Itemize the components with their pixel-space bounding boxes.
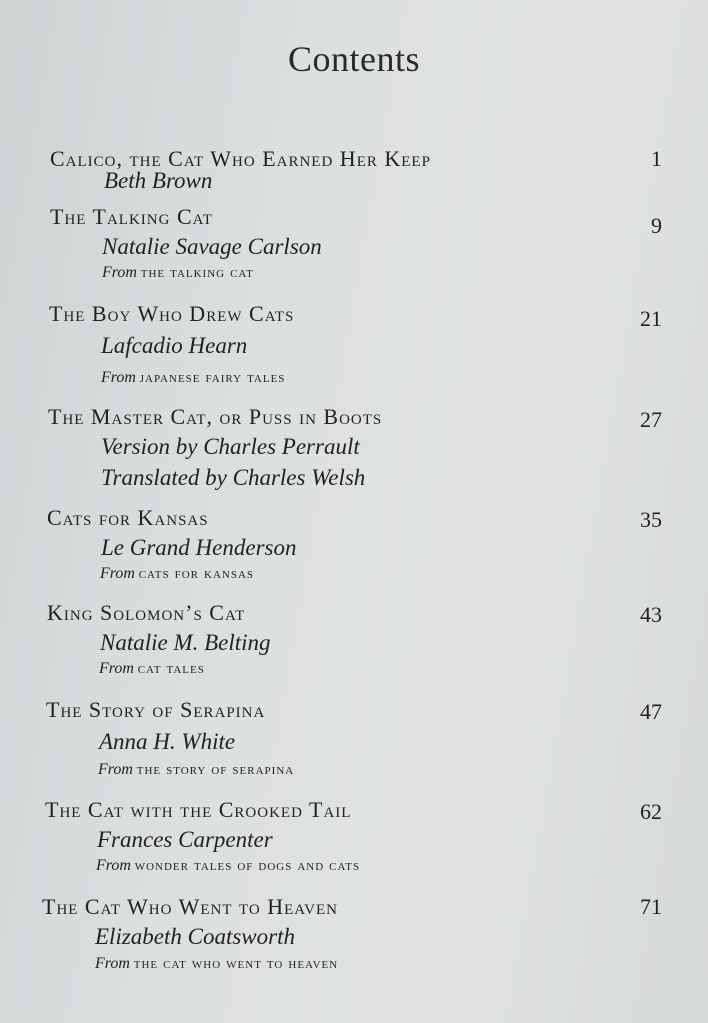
source-book-title: japanese fairy tales xyxy=(139,369,286,386)
entry-author: Lafcadio Hearn xyxy=(101,333,248,358)
source-from-label: From xyxy=(100,565,135,582)
entry-page-number: 71 xyxy=(640,894,662,919)
page-title: Contents xyxy=(287,39,420,79)
source-from-label: From xyxy=(101,369,136,386)
entry-page-number: 62 xyxy=(640,799,662,824)
entry-author: Natalie M. Belting xyxy=(100,630,271,655)
entry-title[interactable]: The Talking Cat xyxy=(50,204,213,229)
entry-title[interactable]: The Boy Who Drew Cats xyxy=(49,301,295,326)
source-book-title: wonder tales of dogs and cats xyxy=(134,857,361,874)
entry-source xyxy=(96,857,360,875)
entry-page-number: 1 xyxy=(651,146,662,171)
entry-author: Elizabeth Coatsworth xyxy=(95,924,295,949)
source-book-title: the story of serapina xyxy=(136,761,295,778)
entry-title[interactable]: The Cat Who Went to Heaven xyxy=(42,894,338,919)
entry-title[interactable]: Cats for Kansas xyxy=(47,505,209,530)
source-from-label: From xyxy=(102,264,137,281)
source-book-title: cats for kansas xyxy=(138,565,255,582)
source-book-title: the cat who went to heaven xyxy=(133,955,339,972)
entry-page-number: 43 xyxy=(640,602,662,627)
entry-title[interactable]: The Story of Serapina xyxy=(46,697,266,722)
entry-source xyxy=(98,761,294,779)
source-from-label: From xyxy=(99,660,134,677)
entry-page-number: 35 xyxy=(640,507,662,532)
entry-page-number: 21 xyxy=(640,306,662,331)
source-from-label: From xyxy=(96,857,131,874)
entry-source xyxy=(102,264,254,282)
entry-source xyxy=(101,369,285,387)
entry-author: Le Grand Henderson xyxy=(101,535,297,560)
entry-source xyxy=(95,955,338,973)
source-from-label: From xyxy=(98,761,133,778)
entry-author: Version by Charles Perrault xyxy=(101,434,360,459)
entry-translator: Translated by Charles Welsh xyxy=(101,465,366,490)
entry-page-number: 9 xyxy=(651,213,662,238)
entry-author: Beth Brown xyxy=(104,168,213,193)
source-book-title: cat tales xyxy=(137,660,205,677)
source-from-label: From xyxy=(95,955,130,972)
source-book-title: the talking cat xyxy=(140,264,254,281)
entry-page-number: 47 xyxy=(640,699,662,724)
entry-author: Natalie Savage Carlson xyxy=(102,234,322,259)
entry-source xyxy=(100,565,254,583)
entry-title[interactable]: The Cat with the Crooked Tail xyxy=(45,797,352,822)
entry-page-number: 27 xyxy=(640,407,662,432)
entry-title[interactable]: Calico, the Cat Who Earned Her Keep xyxy=(50,146,431,171)
entry-author: Frances Carpenter xyxy=(97,827,273,852)
entry-title[interactable]: King Solomon’s Cat xyxy=(47,600,246,625)
entry-source xyxy=(99,660,205,678)
entry-title[interactable]: The Master Cat, or Puss in Boots xyxy=(48,404,383,429)
entry-author: Anna H. White xyxy=(99,729,236,754)
